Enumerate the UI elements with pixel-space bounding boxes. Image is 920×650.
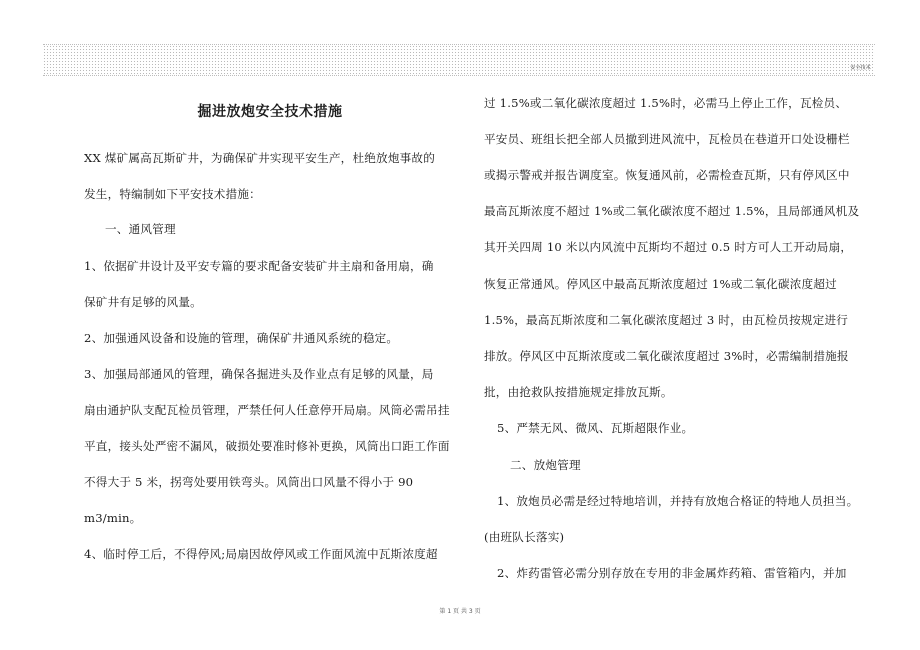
right-line: 2、炸药雷管必需分别存放在专用的非金属炸药箱、雷管箱内，并加 (497, 566, 847, 580)
page-footer: 第 1 页 共 3 页 (439, 608, 481, 615)
right-line: 过 1.5%或二氧化碳浓度超过 1.5%时，必需马上停止工作，瓦检员、 (484, 96, 848, 110)
right-line: 1、放炮员必需是经过特地培训，并持有放炮合格证的特地人员担当。 (497, 494, 859, 508)
left-line: m3/min。 (84, 511, 142, 525)
right-line: 平安员、班组长把全部人员撤到进风流中，瓦检员在巷道开口处设栅栏 (484, 132, 850, 146)
right-line: 其开关四周 10 米以内风流中瓦斯均不超过 0.5 时方可人工开动局扇， (484, 240, 853, 254)
section-heading: 一、通风管理 (105, 222, 176, 236)
header-label: 安全技术 (850, 65, 871, 71)
section-heading: 二、放炮管理 (510, 458, 581, 472)
right-line: (由班队长落实) (484, 530, 565, 544)
header-band (43, 44, 875, 76)
left-line: 保矿井有足够的风量。 (84, 295, 202, 309)
right-line: 最高瓦斯浓度不超过 1%或二氧化碳浓度不超过 1.5%，且局部通风机及 (484, 204, 860, 218)
document-title: 掘进放炮安全技术措施 (197, 104, 343, 120)
right-line: 排放。停风区中瓦斯浓度或二氧化碳浓度超过 3%时，必需编制措施报 (484, 349, 849, 363)
right-line: 批，由抢救队按措施规定排放瓦斯。 (484, 385, 673, 399)
left-line: 2、加强通风设备和设施的管理，确保矿井通风系统的稳定。 (84, 331, 399, 345)
left-line: 4、临时停工后，不得停风;局扇因故停风或工作面风流中瓦斯浓度超 (84, 547, 438, 561)
left-line: 不得大于 5 米，拐弯处要用铁弯头。风筒出口风量不得小于 90 (84, 475, 414, 489)
left-line: 平直，接头处严密不漏风，破损处要准时修补更换，风筒出口距工作面 (84, 439, 450, 453)
right-line: 5、严禁无风、微风、瓦斯超限作业。 (497, 421, 694, 435)
left-line: 发生，特编制如下平安技术措施： (84, 187, 261, 201)
left-line: 扇由通护队支配瓦检员管理，严禁任何人任意停开局扇。风筒必需吊挂 (84, 403, 450, 417)
left-line: 1、依据矿井设计及平安专篇的要求配备安装矿井主扇和备用扇，确 (84, 259, 434, 273)
right-line: 1.5%，最高瓦斯浓度和二氧化碳浓度超过 3 时，由瓦检员按规定进行 (484, 313, 849, 327)
right-line: 恢复正常通风。停风区中最高瓦斯浓度超过 1%或二氧化碳浓度超过 (484, 277, 837, 291)
right-line: 或揭示警戒并报告调度室。恢复通风前，必需检查瓦斯，只有停风区中 (484, 168, 850, 182)
left-line: 3、加强局部通风的管理，确保各掘进头及作业点有足够的风量，局 (84, 367, 434, 381)
left-line: XX 煤矿属高瓦斯矿井，为确保矿井实现平安生产，杜绝放炮事故的 (84, 151, 436, 165)
